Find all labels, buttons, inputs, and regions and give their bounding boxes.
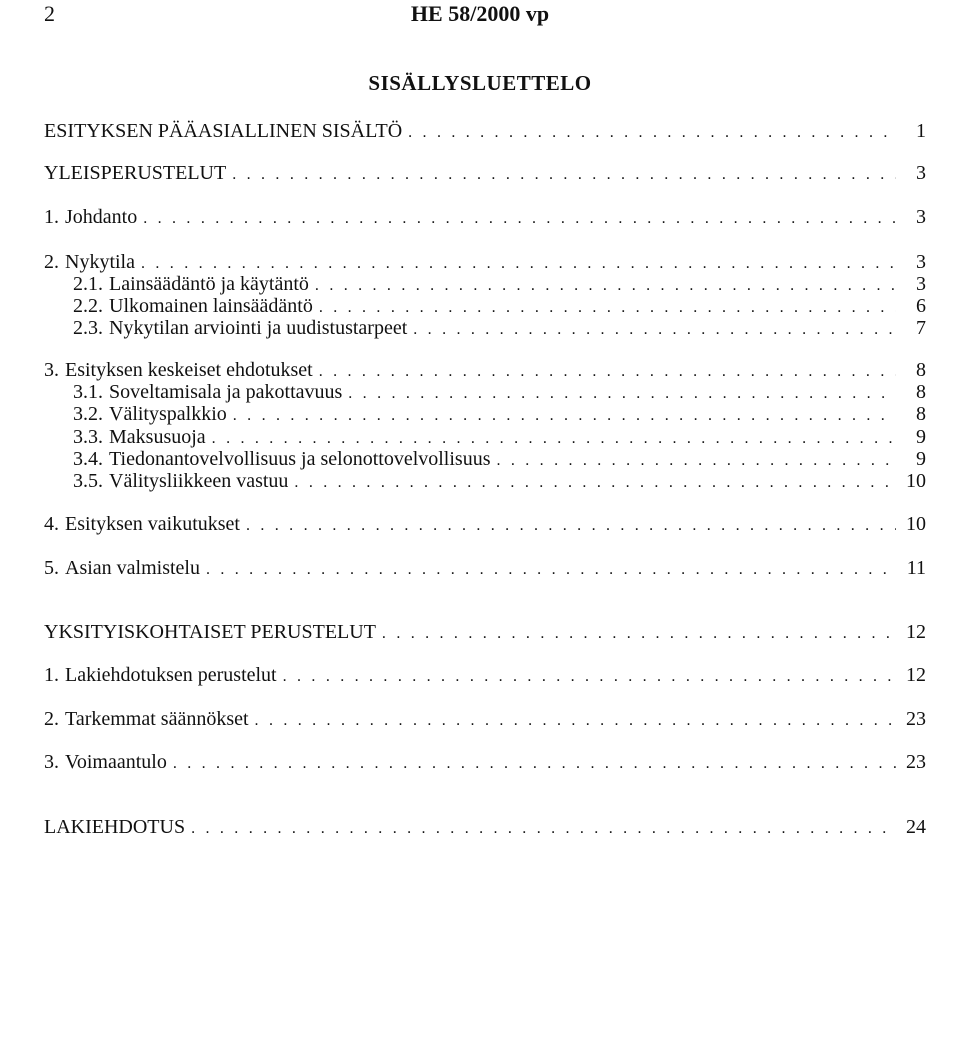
toc-entry-label: YLEISPERUSTELUT — [44, 162, 227, 184]
toc-entry-label — [44, 205, 143, 229]
toc-entry-title: Maksusuoja — [109, 426, 206, 448]
toc-entry-label — [44, 358, 319, 382]
dot-leader — [246, 513, 896, 537]
dot-leader — [382, 621, 896, 645]
dot-leader — [294, 470, 896, 494]
toc-entry-page: 12 — [906, 621, 926, 643]
toc-entry-title: Välitysliikkeen vastuu — [109, 470, 289, 492]
dot-leader — [143, 206, 896, 230]
toc-entry-tarkemmat-saannokset[interactable] — [44, 707, 926, 731]
toc-entry-yksityiskohtaiset-perustelut[interactable] — [44, 620, 926, 644]
dot-leader — [206, 557, 896, 581]
toc-entry-number: 3. — [44, 359, 59, 381]
page-number: 2 — [44, 1, 55, 26]
toc-entry-page: 6 — [916, 295, 926, 317]
toc-entry-number: 3. — [44, 751, 59, 773]
toc-entry-label — [44, 250, 141, 274]
toc-entry-label — [44, 663, 283, 687]
toc-entry-number: 4. — [44, 513, 59, 535]
dot-leader — [408, 120, 896, 144]
dot-leader — [232, 162, 896, 186]
toc-entry-title: Välityspalkkio — [109, 403, 227, 425]
toc-entry-title: Ulkomainen lainsäädäntö — [109, 295, 313, 317]
toc-entry-number: 3.1. — [73, 381, 103, 403]
toc-entry-title: Johdanto — [65, 206, 138, 228]
toc-entry-label: LAKIEHDOTUS — [44, 816, 186, 838]
toc-entry-lainsaadanto-ja-kaytanto[interactable] — [73, 272, 926, 296]
toc-entry-label — [73, 294, 319, 318]
toc-entry-page: 3 — [916, 162, 926, 184]
toc-entry-number: 3.4. — [73, 448, 103, 470]
toc-entry-page: 23 — [906, 708, 926, 730]
toc-entry-title: Voimaantulo — [65, 751, 167, 773]
toc-entry-page: 1 — [916, 120, 926, 142]
toc-entry-title: Lainsäädäntö ja käytäntö — [109, 273, 309, 295]
toc-entry-label — [73, 316, 413, 340]
toc-entry-page: 10 — [906, 470, 926, 492]
toc-entry-label — [44, 750, 173, 774]
toc-entry-johdanto[interactable] — [44, 205, 926, 229]
toc-entry-soveltamisala[interactable] — [73, 380, 926, 404]
toc-entry-label — [44, 556, 206, 580]
dot-leader — [283, 664, 896, 688]
toc-entry-title: Nykytila — [65, 251, 135, 273]
toc-entry-lakiehdotus[interactable] — [44, 815, 926, 839]
toc-entry-title: Nykytilan arviointi ja uudistustarpeet — [109, 317, 408, 339]
toc-entry-nykytilan-arviointi[interactable] — [73, 316, 926, 340]
toc-entry-title: Tarkemmat säännökset — [65, 708, 249, 730]
toc-entry-page: 9 — [916, 426, 926, 448]
toc-entry-page: 8 — [916, 403, 926, 425]
toc-entry-label — [44, 512, 246, 536]
toc-entry-page: 12 — [906, 664, 926, 686]
toc-entry-label: ESITYKSEN PÄÄASIALLINEN SISÄLTÖ — [44, 120, 403, 142]
toc-entry-page: 9 — [916, 448, 926, 470]
toc-entry-number: 2.2. — [73, 295, 103, 317]
toc-entry-valitysliikkeen-vastuu[interactable] — [73, 469, 926, 493]
toc-entry-paaasiallinen-sisalto[interactable] — [44, 119, 926, 143]
toc-entry-keskeiset-ehdotukset[interactable] — [44, 358, 926, 382]
toc-entry-vaikutukset[interactable] — [44, 512, 926, 536]
toc-entry-asian-valmistelu[interactable] — [44, 556, 926, 580]
toc-entry-number: 2. — [44, 251, 59, 273]
toc-entry-lakiehdotuksen-perustelut[interactable] — [44, 663, 926, 687]
toc-entry-title: Esityksen vaikutukset — [65, 513, 240, 535]
toc-entry-page: 7 — [916, 317, 926, 339]
toc-entry-voimaantulo[interactable] — [44, 750, 926, 774]
toc-entry-title: Soveltamisala ja pakottavuus — [109, 381, 343, 403]
toc-entry-title: Asian valmistelu — [65, 557, 200, 579]
toc-entry-number: 1. — [44, 664, 59, 686]
dot-leader — [191, 816, 896, 840]
toc-entry-valityspalkkio[interactable] — [73, 402, 926, 426]
toc-entry-page: 3 — [916, 206, 926, 228]
dot-leader — [173, 751, 896, 775]
toc-entry-number: 3.2. — [73, 403, 103, 425]
toc-entry-title: Esityksen keskeiset ehdotukset — [65, 359, 313, 381]
toc-entry-label — [73, 447, 496, 471]
toc-entry-title: Lakiehdotuksen perustelut — [65, 664, 277, 686]
toc-entry-label: YKSITYISKOHTAISET PERUSTELUT — [44, 621, 376, 643]
toc-entry-number: 1. — [44, 206, 59, 228]
toc-title: SISÄLLYSLUETTELO — [368, 71, 592, 95]
toc-entry-number: 3.3. — [73, 426, 103, 448]
toc-entry-label — [73, 469, 294, 493]
toc-entry-tiedonantovelvollisuus[interactable] — [73, 447, 926, 471]
toc-entry-page: 10 — [906, 513, 926, 535]
toc-entry-label — [73, 402, 233, 426]
toc-entry-yleisperustelut[interactable] — [44, 161, 926, 185]
toc-entry-page: 8 — [916, 381, 926, 403]
toc-entry-label — [73, 380, 348, 404]
toc-entry-number: 3.5. — [73, 470, 103, 492]
toc-entry-number: 2. — [44, 708, 59, 730]
toc-entry-maksusuoja[interactable] — [73, 425, 926, 449]
toc-entry-label — [73, 272, 315, 296]
toc-entry-title: Tiedonantovelvollisuus ja selonottovelvollisuus — [109, 448, 491, 470]
toc-entry-nykytila[interactable] — [44, 250, 926, 274]
page-header — [0, 0, 960, 30]
toc-entry-page: 24 — [906, 816, 926, 838]
toc-entry-page: 8 — [916, 359, 926, 381]
toc-entry-page: 3 — [916, 251, 926, 273]
document-id: HE 58/2000 vp — [410, 1, 550, 26]
dot-leader — [413, 317, 896, 341]
dot-leader — [233, 403, 896, 427]
toc-entry-page: 3 — [916, 273, 926, 295]
toc-entry-ulkomainen-lainsaadanto[interactable] — [73, 294, 926, 318]
toc-entry-number: 5. — [44, 557, 59, 579]
toc-entry-number: 2.3. — [73, 317, 103, 339]
toc-entry-label — [44, 707, 255, 731]
dot-leader — [255, 708, 896, 732]
toc-entry-page: 23 — [906, 751, 926, 773]
toc-entry-number: 2.1. — [73, 273, 103, 295]
toc-entry-label — [73, 425, 212, 449]
toc-entry-page: 11 — [906, 557, 926, 579]
